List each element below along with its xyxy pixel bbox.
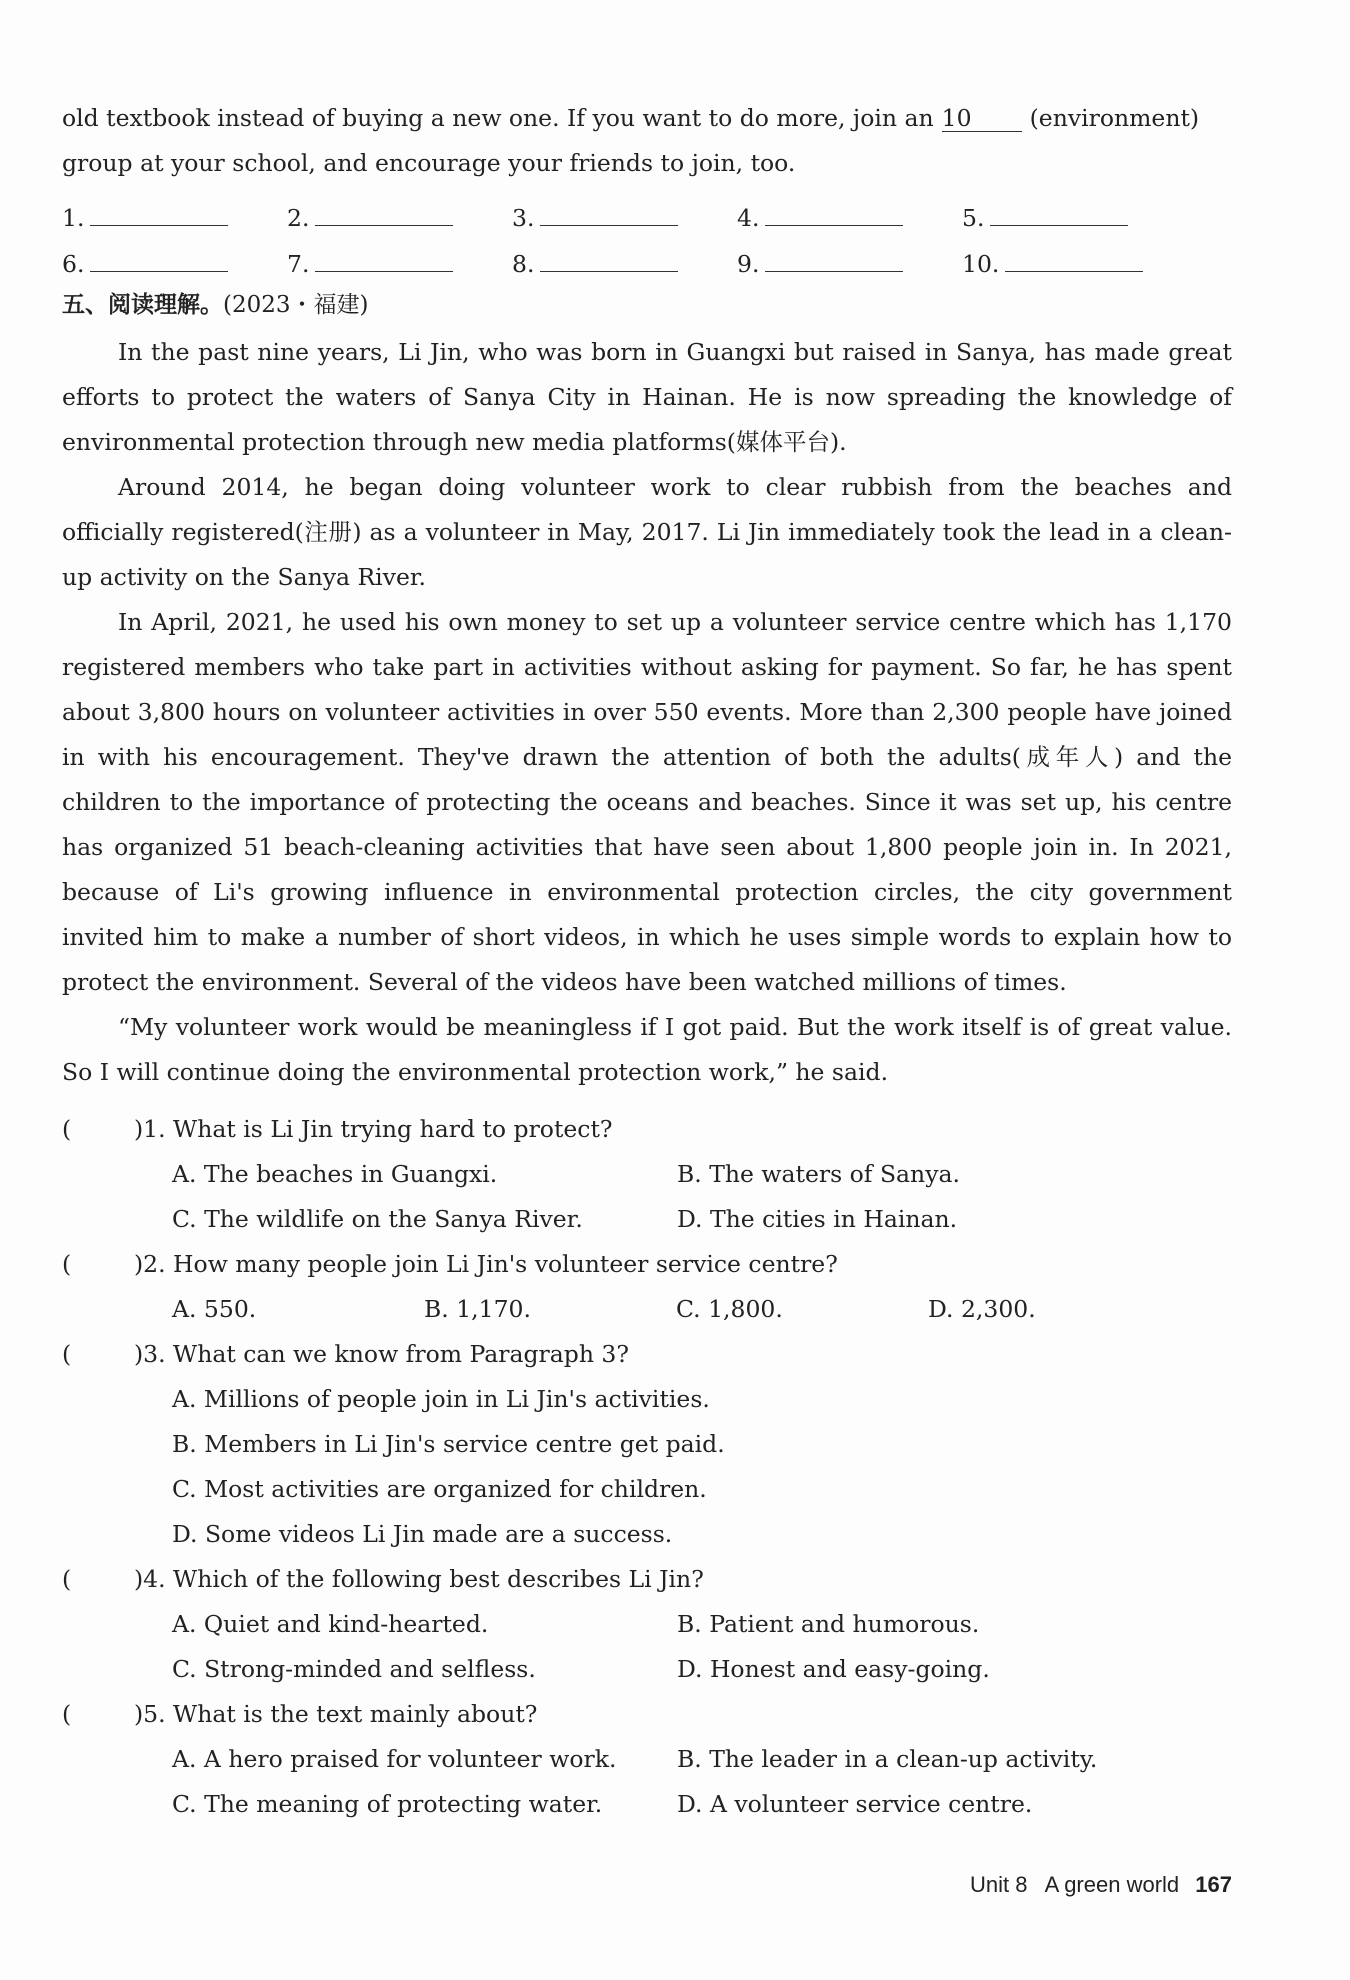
options-row [62,1646,1232,1691]
answer-blanks [62,186,1212,278]
options-row [62,1781,1232,1826]
options-row [62,1421,1232,1466]
options-row [62,1151,1232,1196]
answer-number: 7. [287,250,310,278]
answer-bracket[interactable]: ( [62,1114,72,1143]
answer-row-1 [62,186,1212,232]
answer-line [90,224,228,226]
question-stem-row [62,1331,1232,1376]
questions [62,1106,1232,1826]
footer-title: A green world [1044,1872,1180,1897]
question-stem-row [62,1691,1232,1736]
question-stem: )1. What is Li Jin trying hard to protect? [134,1114,613,1143]
answer-bracket[interactable]: ( [62,1249,72,1278]
options-row [62,1736,1232,1781]
option-b[interactable]: B. Members in Li Jin's service centre get paid. [172,1429,725,1458]
page-number: 167 [1195,1872,1232,1897]
answer-bracket[interactable]: ( [62,1699,72,1728]
answer-row-2 [62,232,1212,278]
answer-number: 4. [737,204,760,232]
answer-blank-10[interactable] [962,250,1187,278]
passage-paragraph-3: In April, 2021, he used his own money to set up a volunteer service centre which has 1,170 registered members who take part in activities without asking for payment. So far, he has spent about 3,800 hours on volunteer activities in over 550 events. More than 2,300 people have joined in with his encouragement. They've drawn the attention of both the adults(成年人) and the children to the importance of protecting the oceans and beaches. Since it was set up, his centre has organized 51 beach-cleaning activities that have seen about 1,800 people join in. In 2021, because of Li's growing influence in environmental protection circles, the city government invited him to make a number of short videos, in which he uses simple words to explain how to protect the environment. Several of the videos have been watched millions of times. [62,608,1232,996]
answer-blank-8[interactable] [512,250,737,278]
option-c[interactable]: C. The meaning of protecting water. [172,1789,603,1818]
intro-line-1-hint: (environment) [1029,104,1200,132]
answer-blank-2[interactable] [287,204,512,232]
option-c[interactable]: C. The wildlife on the Sanya River. [172,1204,583,1233]
options-row [62,1466,1232,1511]
intro-line-1 [62,96,1232,141]
option-d[interactable]: D. A volunteer service centre. [677,1789,1033,1818]
answer-blank-6[interactable] [62,250,287,278]
passage-paragraph-4: “My volunteer work would be meaningless if I got paid. But the work itself is of great value. So I will continue doing the environmental protection work,” he said. [62,1013,1232,1086]
footer-unit: Unit 8 [970,1872,1028,1897]
option-a[interactable]: A. Quiet and kind-hearted. [172,1609,489,1638]
answer-blank-3[interactable] [512,204,737,232]
option-c[interactable]: C. Most activities are organized for children. [172,1474,707,1503]
question-stem: )2. How many people join Li Jin's volunteer service centre? [134,1249,838,1278]
answer-line [315,270,453,272]
option-d[interactable]: D. Honest and easy-going. [677,1654,990,1683]
option-a[interactable]: A. 550. [172,1294,257,1323]
option-b[interactable]: B. Patient and humorous. [677,1609,980,1638]
options-row [62,1511,1232,1556]
question-stem-row [62,1556,1232,1601]
answer-number: 5. [962,204,985,232]
question-1 [62,1106,1232,1241]
answer-line [540,224,678,226]
answer-number: 1. [62,204,85,232]
question-stem: )5. What is the text mainly about? [134,1699,538,1728]
options-row [62,1286,1232,1331]
option-a[interactable]: A. Millions of people join in Li Jin's activities. [172,1384,710,1413]
option-d[interactable]: D. Some videos Li Jin made are a success. [172,1519,673,1548]
reading-passage [62,330,1232,1095]
question-2 [62,1241,1232,1331]
question-stem: )3. What can we know from Paragraph 3? [134,1339,629,1368]
answer-blank-9[interactable] [737,250,962,278]
question-stem: )4. Which of the following best describes Li Jin? [134,1564,704,1593]
answer-line [990,224,1128,226]
answer-blank-1[interactable] [62,204,287,232]
answer-number: 8. [512,250,535,278]
answer-bracket[interactable]: ( [62,1564,72,1593]
intro-line-2: group at your school, and encourage your friends to join, too. [62,149,796,177]
answer-blank-4[interactable] [737,204,962,232]
options-row [62,1601,1232,1646]
option-d[interactable]: D. 2,300. [928,1294,1036,1323]
question-3 [62,1331,1232,1556]
option-d[interactable]: D. The cities in Hainan. [677,1204,958,1233]
answer-line [765,270,903,272]
option-b[interactable]: B. The leader in a clean-up activity. [677,1744,1098,1773]
option-a[interactable]: A. The beaches in Guangxi. [172,1159,498,1188]
answer-line [540,270,678,272]
option-c[interactable]: C. Strong-minded and selfless. [172,1654,536,1683]
page-footer [970,1872,1232,1898]
answer-blank-7[interactable] [287,250,512,278]
option-a[interactable]: A. A hero praised for volunteer work. [172,1744,617,1773]
answer-number: 10. [962,250,1000,278]
answer-number: 2. [287,204,310,232]
section-heading [62,286,368,319]
section-source: (2023・福建) [223,292,369,318]
options-row [62,1196,1232,1241]
option-b[interactable]: B. The waters of Sanya. [677,1159,960,1188]
previous-exercise-text [62,96,1232,186]
options-row [62,1376,1232,1421]
question-4 [62,1556,1232,1691]
passage-paragraph-2: Around 2014, he began doing volunteer work to clear rubbish from the beaches and officially registered(注册) as a volunteer in May, 2017. Li Jin immediately took the lead in a clean-up activity on the Sanya River. [62,473,1232,591]
question-stem-row [62,1241,1232,1286]
question-stem-row [62,1106,1232,1151]
intro-line-1-text: old textbook instead of buying a new one. If you want to do more, join an [62,104,934,132]
section-title: 五、阅读理解。 [62,292,223,318]
answer-number: 6. [62,250,85,278]
option-c[interactable]: C. 1,800. [676,1294,783,1323]
answer-number: 9. [737,250,760,278]
answer-bracket[interactable]: ( [62,1339,72,1368]
answer-line [1005,270,1143,272]
answer-line [765,224,903,226]
answer-line [90,270,228,272]
passage-paragraph-1: In the past nine years, Li Jin, who was born in Guangxi but raised in Sanya, has made great efforts to protect the waters of Sanya City in Hainan. He is now spreading the knowledge of environmental protection through new media platforms(媒体平台). [62,338,1232,456]
question-5 [62,1691,1232,1826]
answer-line [315,224,453,226]
answer-blank-5[interactable] [962,204,1187,232]
option-b[interactable]: B. 1,170. [424,1294,531,1323]
answer-number: 3. [512,204,535,232]
filled-blank-10: 10 [942,105,1022,132]
